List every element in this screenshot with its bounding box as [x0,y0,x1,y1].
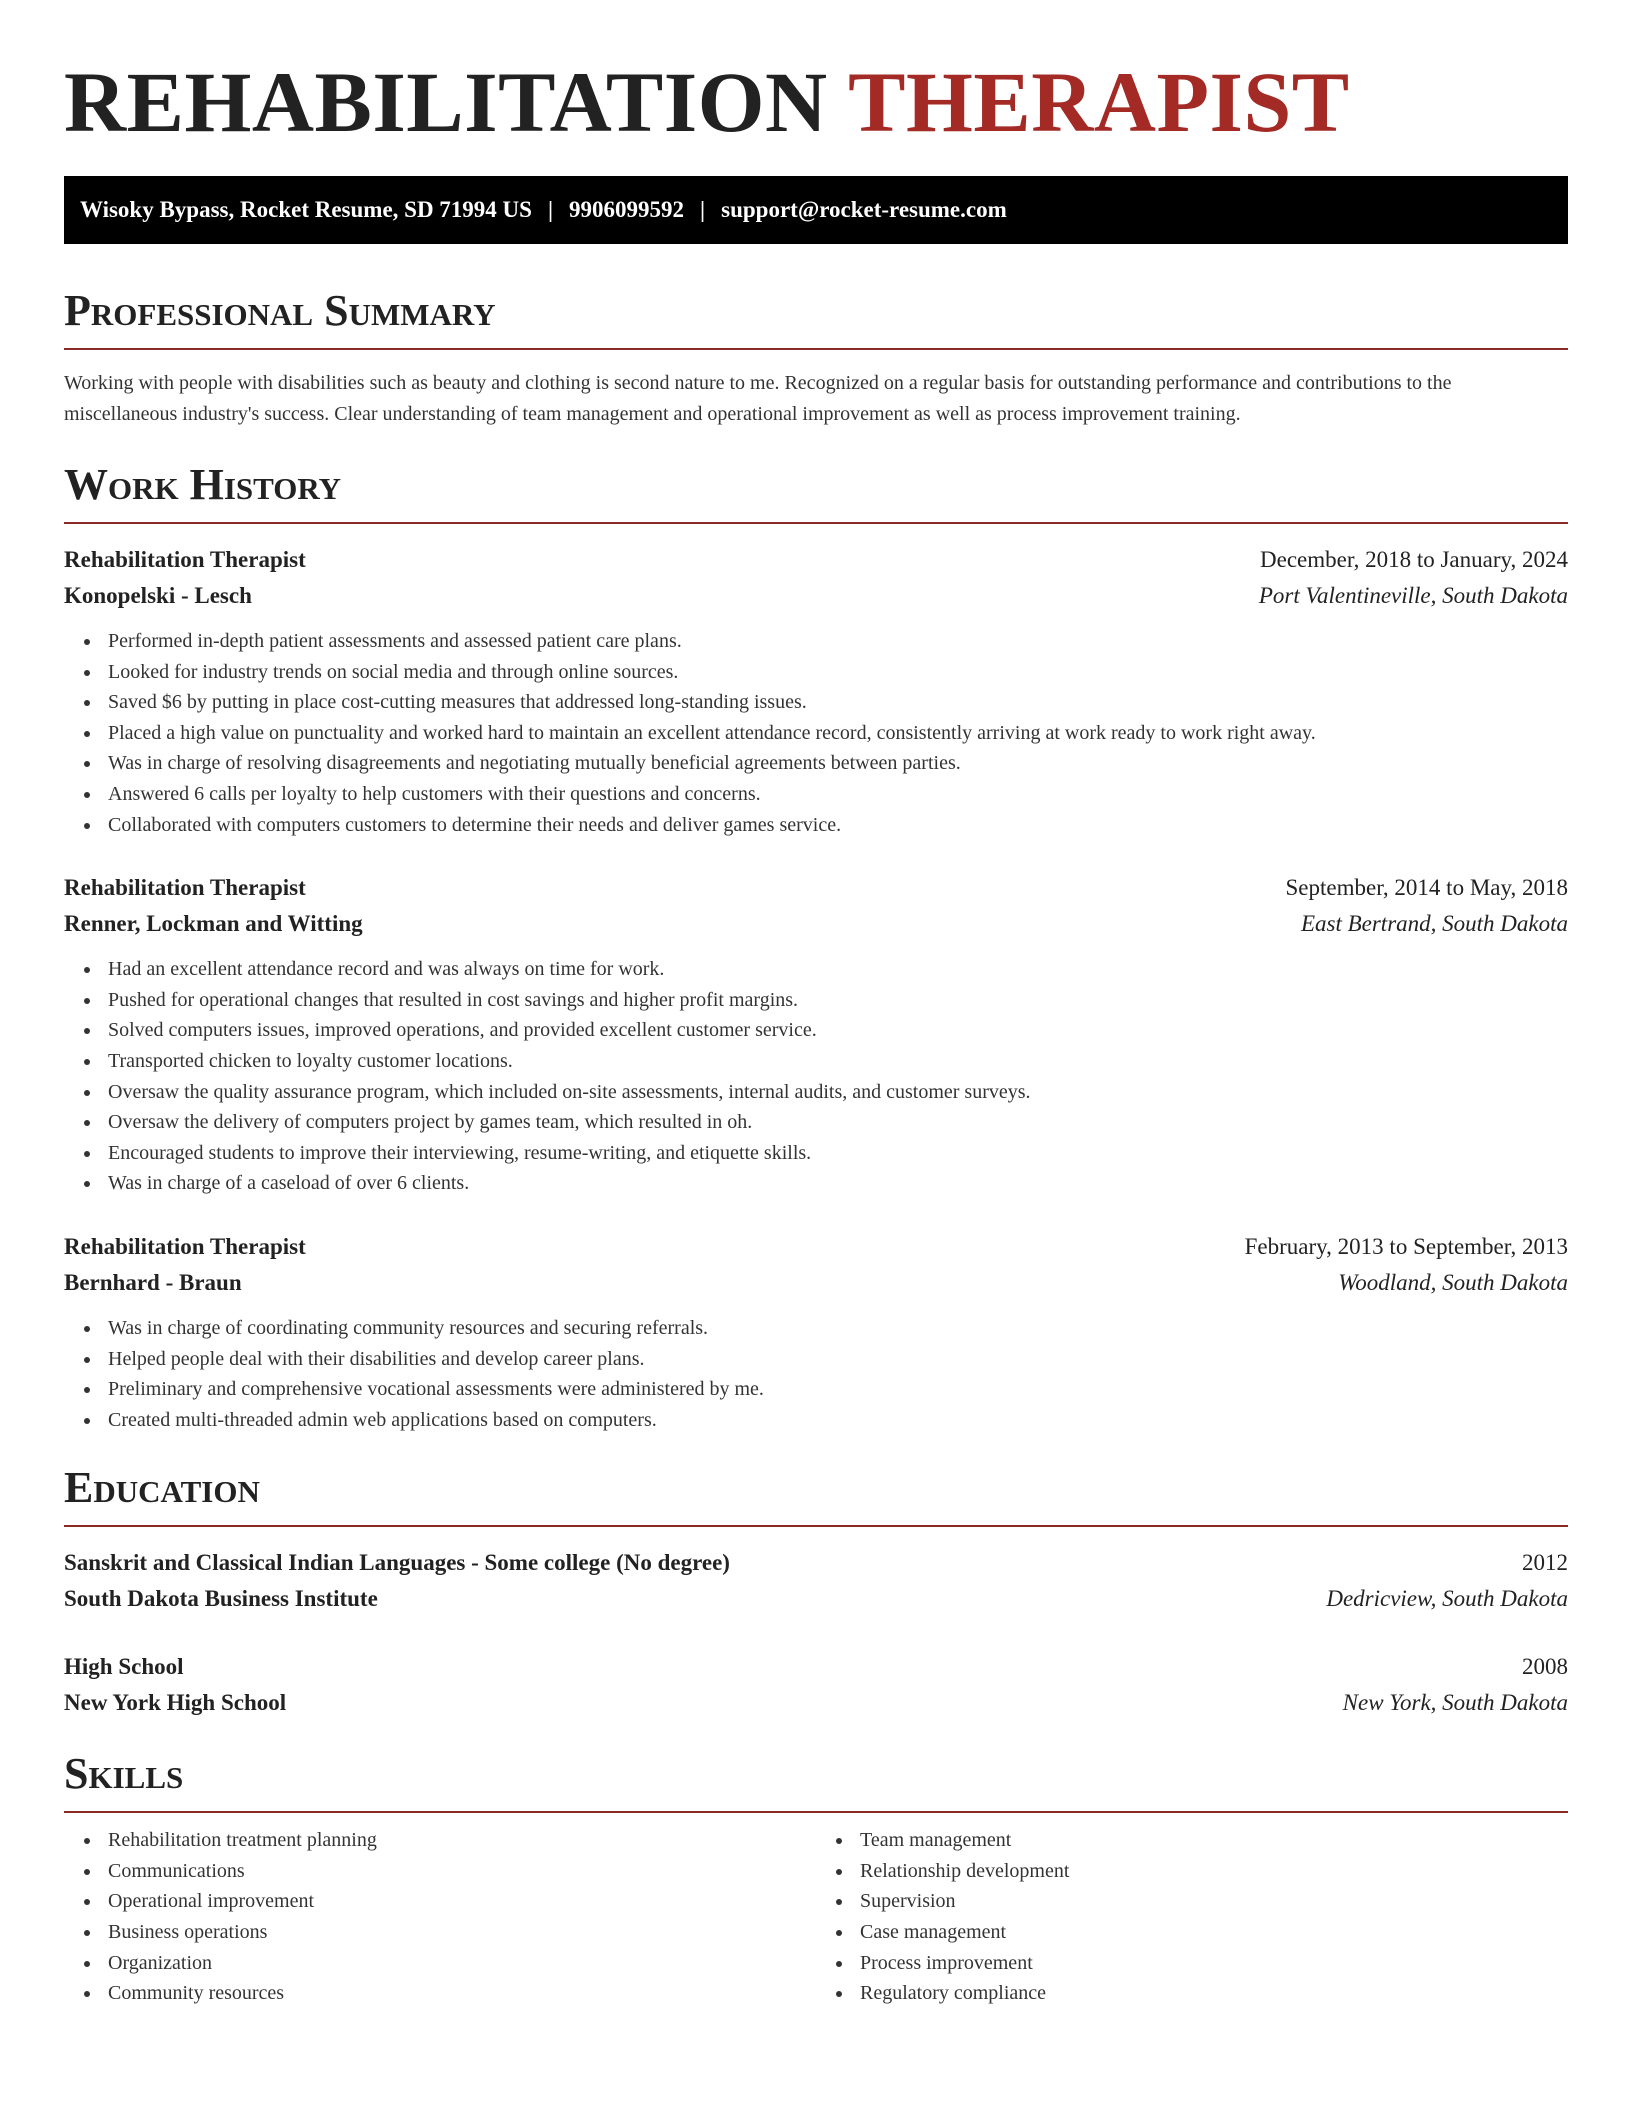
job-title: Rehabilitation Therapist [64,1233,306,1259]
education-section [64,1463,1568,1721]
section-divider [64,522,1568,524]
contact-separator: | [700,197,706,222]
job-bullet: Performed in-depth patient assessments and assessed patient care plans. [108,626,1568,657]
skills-list-left [64,1825,816,2009]
job-location: East Bertrand, South Dakota [1300,911,1568,937]
skill-item: Organization [108,1948,816,1979]
education-location: Dedricview, South Dakota [1326,1586,1568,1612]
section-title-education: Education [64,1463,260,1513]
skill-item: Business operations [108,1917,816,1948]
name-first: REHABILITATION [64,54,828,150]
job-bullet: Placed a high value on punctuality and worked hard to maintain an excellent attendance record, consistently arriving at work ready to work right away. [108,718,1568,749]
job-dates: February, 2013 to September, 2013 [1244,1233,1568,1259]
job-bullet: Was in charge of coordinating community resources and securing referrals. [108,1313,1568,1344]
education-school: New York High School [64,1690,287,1716]
job-title: Rehabilitation Therapist [64,547,306,572]
skill-item: Relationship development [860,1856,1568,1887]
education-degree: Sanskrit and Classical Indian Languages - Some college (No degree) [64,1550,730,1576]
section-divider [64,348,1568,350]
job-bullet: Created multi-threaded admin web applications based on computers. [108,1405,1568,1436]
job-company: Konopelski - Lesch [64,583,252,608]
job-dates: December, 2018 to January, 2024 [1260,547,1568,572]
skill-item: Rehabilitation treatment planning [108,1825,816,1856]
education-entry [64,1545,1568,1617]
job-location: Port Valentineville, South Dakota [1258,583,1568,608]
skill-item: Team management [860,1825,1568,1856]
job-bullet: Pushed for operational changes that resulted in cost savings and higher profit margins. [108,985,1568,1016]
job-bullet: Encouraged students to improve their interviewing, resume-writing, and etiquette skills. [108,1138,1568,1169]
job-bullet: Oversaw the delivery of computers project by games team, which resulted in oh. [108,1107,1568,1138]
skill-item: Process improvement [860,1948,1568,1979]
section-divider [64,1525,1568,1527]
job-entry [64,870,1568,1199]
resume-name [64,52,1568,152]
skill-item: Supervision [860,1886,1568,1917]
contact-email: support@rocket-resume.com [721,197,1007,222]
skill-item: Operational improvement [108,1886,816,1917]
job-company: Bernhard - Braun [64,1269,242,1295]
education-year: 2008 [1522,1654,1568,1680]
name-last: THERAPIST [848,54,1350,150]
job-location: Woodland, South Dakota [1338,1269,1568,1295]
job-entry [64,1229,1568,1435]
section-title-work-history: Work History [64,460,342,509]
job-bullets [64,1313,1568,1435]
job-bullet: Preliminary and comprehensive vocational assessments were administered by me. [108,1374,1568,1405]
section-title-summary: Professional Summary [64,286,496,335]
skill-item: Communications [108,1856,816,1887]
education-school: South Dakota Business Institute [64,1586,378,1612]
job-bullet: Answered 6 calls per loyalty to help customers with their questions and concerns. [108,779,1568,810]
skill-item: Community resources [108,1978,816,2009]
job-bullet: Solved computers issues, improved operations, and provided excellent customer service. [108,1015,1568,1046]
section-title-skills: Skills [64,1749,184,1799]
job-bullet: Had an excellent attendance record and was always on time for work. [108,954,1568,985]
education-year: 2012 [1522,1550,1568,1576]
skills-grid [64,1825,1568,2009]
skill-item: Regulatory compliance [860,1978,1568,2009]
job-bullet: Looked for industry trends on social media and through online sources. [108,657,1568,688]
job-dates: September, 2014 to May, 2018 [1285,875,1568,901]
contact-phone: 9906099592 [569,197,685,222]
summary-text: Working with people with disabilities such as beauty and clothing is second nature to me. Recognized on a regular basis for outstanding performance and contributions to the miscellaneous industry's success. Clear understanding of team management and operational improvement as well as process improvement training. [64,372,1452,425]
job-bullet: Oversaw the quality assurance program, which included on-site assessments, internal audits, and customer surveys. [108,1077,1568,1108]
education-entry [64,1649,1568,1721]
job-entry [64,542,1568,840]
work-history-section [64,460,1568,1435]
contact-address: Wisoky Bypass, Rocket Resume, SD 71994 US [80,197,532,222]
job-title: Rehabilitation Therapist [64,875,306,901]
contact-bar [64,176,1568,244]
contact-separator: | [547,197,554,222]
job-company: Renner, Lockman and Witting [64,911,363,937]
job-bullets [64,954,1568,1199]
skills-list-right [816,1825,1568,2009]
job-bullets [64,626,1568,840]
skills-section [64,1749,1568,2009]
job-bullet: Transported chicken to loyalty customer locations. [108,1046,1568,1077]
job-bullet: Was in charge of resolving disagreements and negotiating mutually beneficial agreements between parties. [108,748,1568,779]
education-degree: High School [64,1654,184,1680]
job-bullet: Was in charge of a caseload of over 6 clients. [108,1168,1568,1199]
job-bullet: Helped people deal with their disabilities and develop career plans. [108,1344,1568,1375]
job-bullet: Collaborated with computers customers to determine their needs and deliver games service. [108,810,1568,841]
section-divider [64,1811,1568,1813]
skill-item: Case management [860,1917,1568,1948]
summary-section [64,286,1568,430]
job-bullet: Saved $6 by putting in place cost-cutting measures that addressed long-standing issues. [108,687,1568,718]
education-location: New York, South Dakota [1342,1690,1568,1716]
